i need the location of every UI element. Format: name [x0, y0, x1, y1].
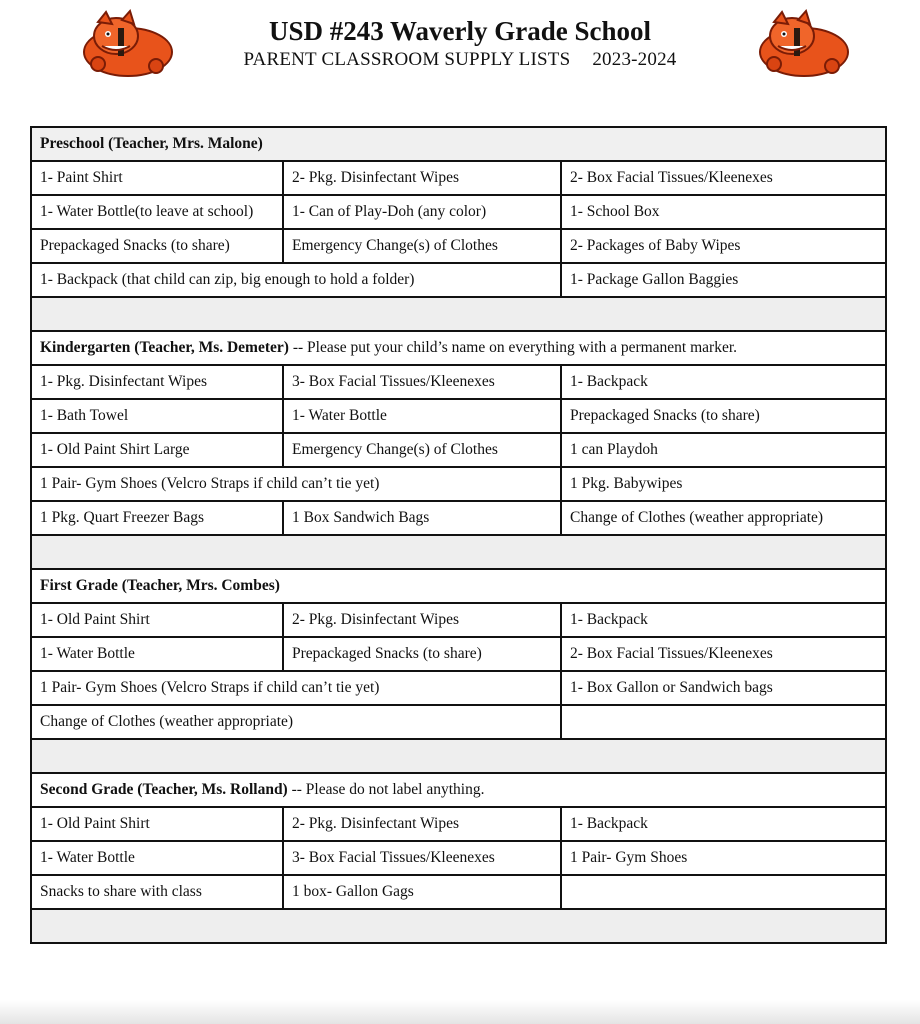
separator-cell	[31, 739, 886, 773]
section-title: Kindergarten (Teacher, Ms. Demeter)	[40, 339, 289, 356]
separator-cell	[31, 909, 886, 943]
section-separator	[31, 739, 886, 773]
table-row	[31, 229, 886, 263]
section-header-first-grade	[31, 569, 886, 603]
supply-item: 2- Pkg. Disinfectant Wipes	[283, 603, 561, 637]
separator-cell	[31, 297, 886, 331]
supply-item: 1- Old Paint Shirt	[31, 603, 283, 637]
supply-item: 1- Water Bottle	[283, 399, 561, 433]
section-header-kindergarten	[31, 331, 886, 365]
table-row	[31, 263, 886, 297]
supply-item: 1 Pkg. Quart Freezer Bags	[31, 501, 283, 535]
supply-item: 1- Water Bottle	[31, 637, 283, 671]
supply-item: 3- Box Facial Tissues/Kleenexes	[283, 365, 561, 399]
section-note: -- Please do not label anything.	[287, 781, 485, 798]
table-row	[31, 875, 886, 909]
supply-item: 1- Backpack	[561, 603, 886, 637]
supply-item: 1- Can of Play-Doh (any color)	[283, 195, 561, 229]
page-header	[0, 14, 920, 72]
supply-item: 1 Pair- Gym Shoes	[561, 841, 886, 875]
supply-item: 1 box- Gallon Gags	[283, 875, 561, 909]
table-row	[31, 399, 886, 433]
section-heading-cell	[31, 127, 886, 161]
school-year: 2023-2024	[592, 49, 677, 70]
supply-item: 2- Packages of Baby Wipes	[561, 229, 886, 263]
supply-item: 1- Water Bottle	[31, 841, 283, 875]
supply-item: 2- Pkg. Disinfectant Wipes	[283, 161, 561, 195]
supply-item: 1- Package Gallon Baggies	[561, 263, 886, 297]
supply-item: 1- Old Paint Shirt	[31, 807, 283, 841]
section-separator	[31, 297, 886, 331]
supply-item: 1 Box Sandwich Bags	[283, 501, 561, 535]
supply-item: 1- Backpack	[561, 807, 886, 841]
section-separator	[31, 535, 886, 569]
table-row	[31, 433, 886, 467]
section-header-preschool	[31, 127, 886, 161]
table-row	[31, 161, 886, 195]
section-heading-cell	[31, 569, 886, 603]
separator-cell	[31, 535, 886, 569]
table-row	[31, 501, 886, 535]
supply-item: Change of Clothes (weather appropriate)	[31, 705, 561, 739]
supply-item: 1- Pkg. Disinfectant Wipes	[31, 365, 283, 399]
table-row	[31, 807, 886, 841]
bottom-shadow	[0, 1000, 920, 1024]
supply-item: 2- Box Facial Tissues/Kleenexes	[561, 161, 886, 195]
section-title: Preschool (Teacher, Mrs. Malone)	[40, 135, 263, 152]
table-row	[31, 365, 886, 399]
supply-item: 1- Old Paint Shirt Large	[31, 433, 283, 467]
table-row	[31, 637, 886, 671]
supply-item: 1- Water Bottle(to leave at school)	[31, 195, 283, 229]
supply-item	[561, 875, 886, 909]
supply-item: 1 Pkg. Babywipes	[561, 467, 886, 501]
supply-item: 1- Bath Towel	[31, 399, 283, 433]
supply-item: 2- Pkg. Disinfectant Wipes	[283, 807, 561, 841]
supply-item: 1- Backpack (that child can zip, big enough to hold a folder)	[31, 263, 561, 297]
supply-item: Emergency Change(s) of Clothes	[283, 229, 561, 263]
supply-item: Snacks to share with class	[31, 875, 283, 909]
section-title: Second Grade (Teacher, Ms. Rolland)	[40, 781, 288, 798]
supply-item: Prepackaged Snacks (to share)	[283, 637, 561, 671]
supply-item: Prepackaged Snacks (to share)	[561, 399, 886, 433]
supply-item	[561, 705, 886, 739]
section-title: First Grade (Teacher, Mrs. Combes)	[40, 577, 280, 594]
table-row	[31, 841, 886, 875]
supply-item: Prepackaged Snacks (to share)	[31, 229, 283, 263]
table-row	[31, 195, 886, 229]
page-title: USD #243 Waverly Grade School	[268, 16, 651, 46]
table-row	[31, 467, 886, 501]
table-row	[31, 603, 886, 637]
section-heading-cell	[31, 773, 886, 807]
section-note: -- Please put your child’s name on everything with a permanent marker.	[288, 339, 738, 356]
supply-item: 2- Box Facial Tissues/Kleenexes	[561, 637, 886, 671]
table-row	[31, 671, 886, 705]
section-header-second-grade	[31, 773, 886, 807]
supply-table	[30, 126, 887, 944]
supply-item: 3- Box Facial Tissues/Kleenexes	[283, 841, 561, 875]
supply-item: 1- Paint Shirt	[31, 161, 283, 195]
section-heading-cell	[31, 331, 886, 365]
supply-item: 1 Pair- Gym Shoes (Velcro Straps if child can’t tie yet)	[31, 467, 561, 501]
supply-item: 1- Box Gallon or Sandwich bags	[561, 671, 886, 705]
section-separator	[31, 909, 886, 943]
supply-item: 1- School Box	[561, 195, 886, 229]
page-subtitle	[0, 48, 920, 72]
supply-item: Change of Clothes (weather appropriate)	[561, 501, 886, 535]
subtitle-text: PARENT CLASSROOM SUPPLY LISTS	[243, 49, 571, 70]
supply-item: 1 can Playdoh	[561, 433, 886, 467]
supply-item: 1 Pair- Gym Shoes (Velcro Straps if child can’t tie yet)	[31, 671, 561, 705]
table-row	[31, 705, 886, 739]
supply-item: Emergency Change(s) of Clothes	[283, 433, 561, 467]
supply-item: 1- Backpack	[561, 365, 886, 399]
